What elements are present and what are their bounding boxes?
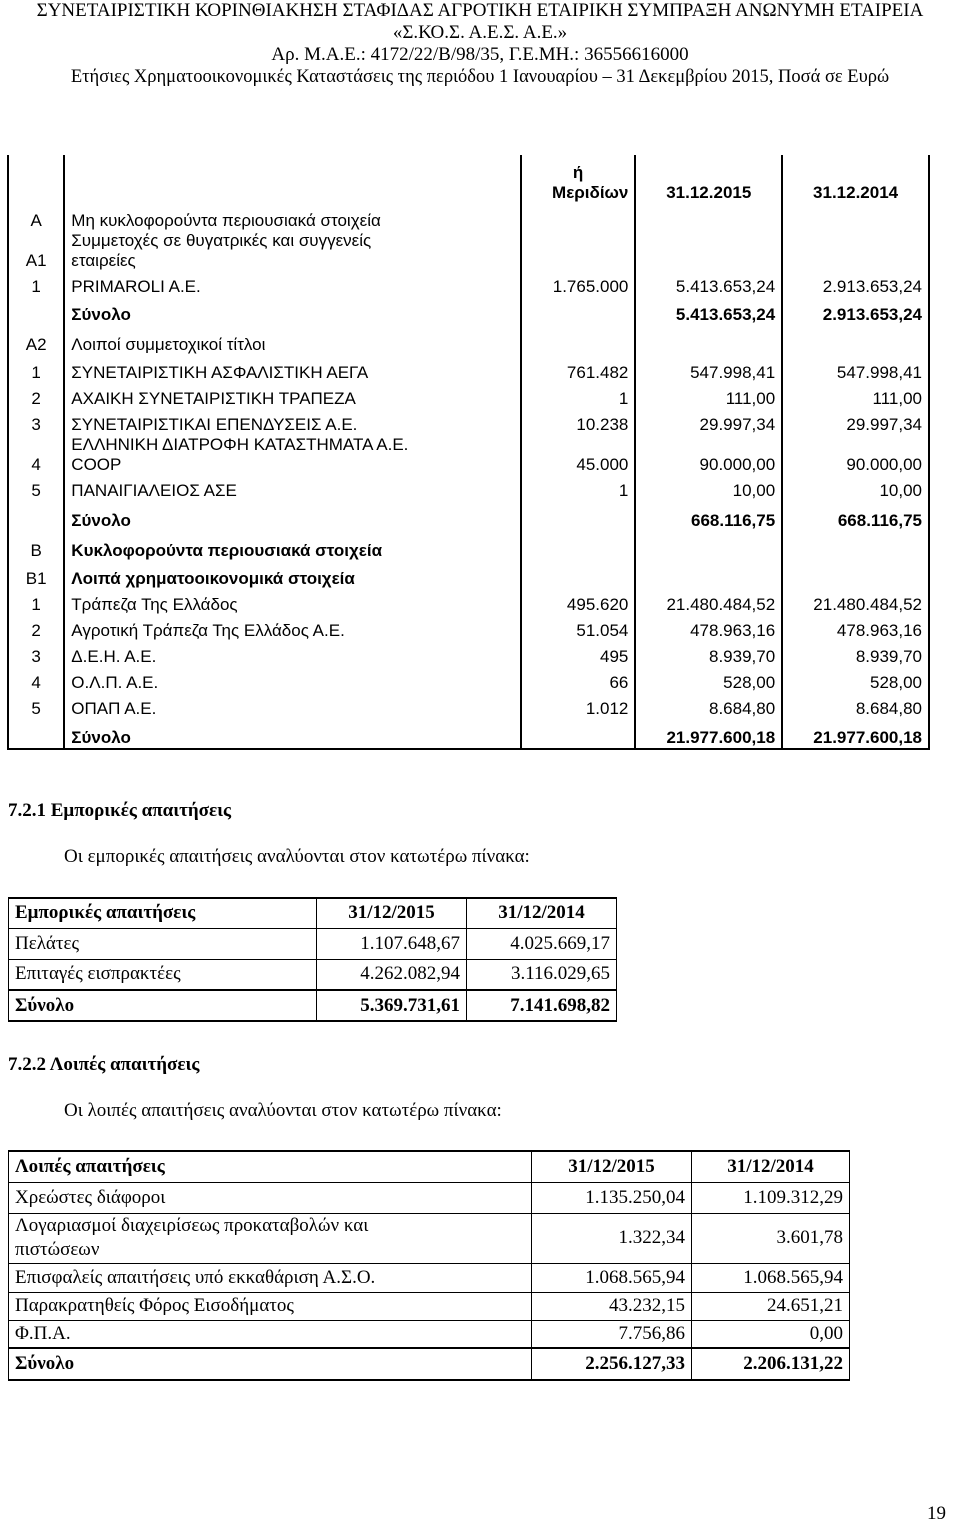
company-short-name: «Σ.ΚΟ.Σ. Α.Ε.Σ. Α.Ε.» bbox=[392, 22, 568, 43]
section-a-row: Α Μη κυκλοφορούντα περιουσιακά στοιχεία bbox=[8, 203, 929, 231]
table-header-row bbox=[8, 155, 929, 203]
table-row: 5 ΟΠΑΠ Α.Ε. 1.012 8.684,80 8.684,80 bbox=[8, 693, 929, 719]
b1-title-row: Β1 Λοιπά χρηματοοικονομικά στοιχεία bbox=[8, 561, 929, 589]
table-row: 5 ΠΑΝΑΙΓΙΑΛΕΙΟΣ ΑΣΕ 1 10,00 10,00 bbox=[8, 475, 929, 501]
table-row: Φ.Π.Α. 7.756,86 0,00 bbox=[9, 1320, 850, 1348]
table-row: 2 ΑΧΑΙΚΗ ΣΥΝΕΤΑΙΡΙΣΤΙΚΗ ΤΡΑΠΕΖΑ 1 111,00 111,00 bbox=[8, 383, 929, 409]
col-2015-header: 31.12.2015 bbox=[635, 155, 782, 203]
table-row: 4 Ο.Λ.Π. Α.Ε. 66 528,00 528,00 bbox=[8, 667, 929, 693]
col-2014-header: 31.12.2014 bbox=[782, 155, 929, 203]
table-row: 1 ΣΥΝΕΤΑΙΡΙΣΤΙΚΗ ΑΣΦΑΛΙΣΤΙΚΗ ΑΕΓΑ 761.482 547.998,41 547.998,41 bbox=[8, 355, 929, 383]
statement-title: Ετήσιες Χρηματοοικονομικές Καταστάσεις της περιόδου 1 Ιανουαρίου – 31 Δεκεμβρίου 2015, Ποσά σε Ευρώ bbox=[70, 67, 890, 87]
table-row: Λογαριασμοί διαχειρίσεως προκαταβολών και πιστώσεων 1.322,34 3.601,78 bbox=[9, 1213, 850, 1263]
trade-receivables-intro: Οι εμπορικές απαιτήσεις αναλύονται στον κατωτέρω πίνακα: bbox=[64, 846, 530, 867]
other-receivables-table bbox=[8, 1150, 850, 1381]
trade-receivables-table bbox=[8, 897, 617, 1022]
trade-receivables-heading: 7.2.1 Εμπορικές απαιτήσεις bbox=[8, 800, 232, 821]
total-row: Σύνολο 5.369.731,61 7.141.698,82 bbox=[9, 990, 617, 1021]
table-row: 2 Αγροτική Τράπεζα Της Ελλάδος Α.Ε. 51.054 478.963,16 478.963,16 bbox=[8, 615, 929, 641]
table-row: Επισφαλείς απαιτήσεις υπό εκκαθάριση Α.Σ.Ο. 1.068.565,94 1.068.565,94 bbox=[9, 1263, 850, 1292]
b1-total-row: Σύνολο 21.977.600,18 21.977.600,18 bbox=[8, 719, 929, 749]
table-header-row: Λοιπές απαιτήσεις 31/12/2015 31/12/2014 bbox=[9, 1151, 850, 1182]
page-number: 19 bbox=[927, 1503, 946, 1524]
table-row: Πελάτες 1.107.648,67 4.025.669,17 bbox=[9, 928, 617, 959]
total-row: Σύνολο 2.256.127,33 2.206.131,22 bbox=[9, 1348, 850, 1380]
table-header-row: Εμπορικές απαιτήσεις 31/12/2015 31/12/2014 bbox=[9, 898, 617, 928]
table-row: Χρεώστες διάφοροι 1.135.250,04 1.109.312,29 bbox=[9, 1182, 850, 1213]
investments-table bbox=[7, 155, 930, 750]
a2-title-row: Α2 Λοιποί συμμετοχικοί τίτλοι bbox=[8, 325, 929, 355]
shares-column-header: ή Μεριδίων bbox=[521, 155, 636, 203]
company-name: ΣΥΝΕΤΑΙΡΙΣΤΙΚΗ ΚΟΡΙΝΘΙΑΚΗΣΗ ΣΤΑΦΙΔΑΣ ΑΓΡΟΤΙΚΗ ΕΤΑΙΡΙΚΗ ΣΥΜΠΡΑΞΗ ΑΝΩΝΥΜΗ ΕΤΑΙΡΕΙΑ bbox=[36, 0, 924, 21]
table-row: 1 Τράπεζα Της Ελλάδος 495.620 21.480.484,52 21.480.484,52 bbox=[8, 589, 929, 615]
table-row: 3 ΣΥΝΕΤΑΙΡΙΣΤΙΚΑΙ ΕΠΕΝΔΥΣΕΙΣ Α.Ε. 10.238 29.997,34 29.997,34 bbox=[8, 409, 929, 435]
table-row: 4 ΕΛΛΗΝΙΚΗ ΔΙΑΤΡΟΦΗ ΚΑΤΑΣΤΗΜΑΤΑ Α.Ε. COOP 45.000 90.000,00 90.000,00 bbox=[8, 435, 929, 475]
a2-total-row: Σύνολο 668.116,75 668.116,75 bbox=[8, 501, 929, 531]
other-receivables-intro: Οι λοιπές απαιτήσεις αναλύονται στον κατωτέρω πίνακα: bbox=[64, 1100, 502, 1121]
section-b-row: Β Κυκλοφορούντα περιουσιακά στοιχεία bbox=[8, 531, 929, 561]
table-row: Παρακρατηθείς Φόρος Εισοδήματος 43.232,15 24.651,21 bbox=[9, 1292, 850, 1320]
table-row: 1 PRIMAROLI A.E. 1.765.000 5.413.653,24 2.913.653,24 bbox=[8, 271, 929, 297]
a1-total-row: Σύνολο 5.413.653,24 2.913.653,24 bbox=[8, 297, 929, 325]
registry-numbers: Αρ. Μ.Α.Ε.: 4172/22/Β/98/35, Γ.Ε.ΜΗ.: 36556616000 bbox=[271, 44, 689, 65]
a1-title-row: Α1 Συμμετοχές σε θυγατρικές και συγγενείς εταιρείες bbox=[8, 231, 929, 271]
table-row: 3 Δ.Ε.Η. Α.Ε. 495 8.939,70 8.939,70 bbox=[8, 641, 929, 667]
table-row: Επιταγές εισπρακτέες 4.262.082,94 3.116.029,65 bbox=[9, 959, 617, 990]
other-receivables-heading: 7.2.2 Λοιπές απαιτήσεις bbox=[8, 1054, 200, 1075]
